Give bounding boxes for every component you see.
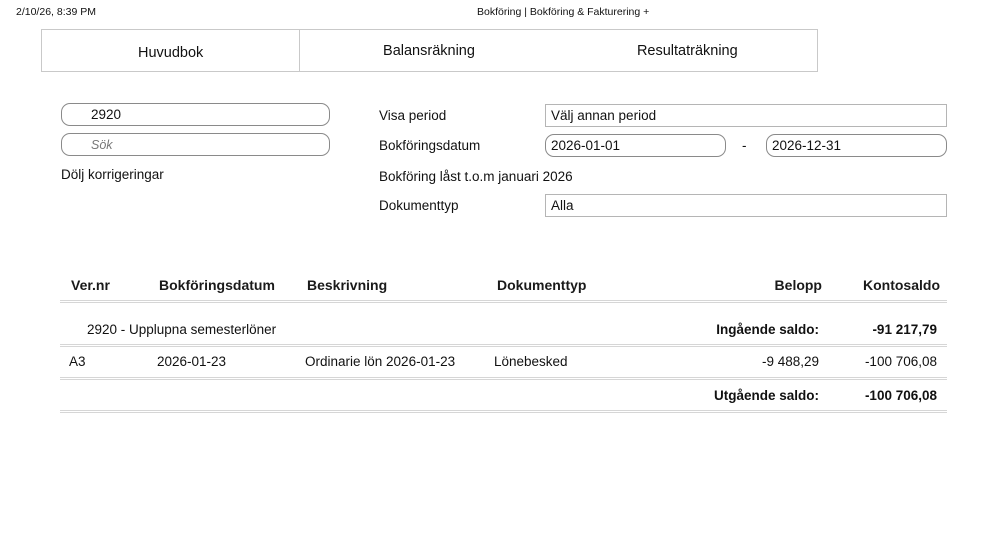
tab-huvudbok[interactable]: Huvudbok [42, 30, 300, 71]
opening-balance-value: -91 217,79 [872, 322, 937, 337]
date-to-input[interactable]: 2026-12-31 [766, 134, 947, 157]
row-doctype: Lönebesked [494, 354, 568, 369]
table-row[interactable] [60, 346, 947, 378]
row-description: Ordinarie lön 2026-01-23 [305, 354, 456, 369]
tab-balansrakning[interactable]: Balansräkning [383, 42, 475, 59]
print-datetime: 2/10/26, 8:39 PM [16, 6, 96, 18]
print-title: Bokföring | Bokföring & Fakturering + [477, 6, 650, 18]
col-header-amount: Belopp [774, 277, 822, 293]
hide-corrections-toggle[interactable]: Dölj korrigeringar [61, 167, 164, 182]
header-divider [60, 300, 947, 303]
opening-balance-label: Ingående saldo: [716, 322, 819, 337]
closing-balance-label: Utgående saldo: [713, 388, 819, 403]
report-tabs [41, 29, 818, 72]
account-input[interactable]: 2920 [61, 103, 330, 126]
search-input[interactable]: Sök [61, 133, 330, 156]
doctype-select[interactable]: Alla [545, 194, 947, 217]
tab-resultatrakning[interactable]: Resultaträkning [636, 42, 738, 59]
date-separator: - [742, 138, 747, 153]
account-title: 2920 - Upplupna semesterlöner [87, 322, 277, 337]
locked-notice: Bokföring låst t.o.m januari 2026 [379, 169, 573, 184]
row-balance: -100 706,08 [864, 354, 937, 369]
period-select[interactable]: Välj annan period [545, 104, 947, 127]
row-vernr: A3 [69, 354, 86, 369]
row-amount: -9 488,29 [761, 354, 819, 369]
col-header-balance: Kontosaldo [863, 277, 940, 293]
table-bottom-divider [60, 410, 947, 413]
col-header-desc: Beskrivning [307, 277, 388, 293]
row-date: 2026-01-23 [157, 354, 227, 369]
col-header-doctype: Dokumenttyp [497, 277, 587, 293]
date-label: Bokföringsdatum [379, 138, 481, 153]
col-header-date: Bokföringsdatum [159, 277, 275, 293]
col-header-vernr: Ver.nr [71, 277, 110, 293]
period-label: Visa period [379, 108, 447, 123]
closing-balance-value: -100 706,08 [864, 388, 937, 403]
row-divider [60, 377, 947, 380]
doctype-label: Dokumenttyp [379, 198, 459, 213]
date-from-input[interactable]: 2026-01-01 [545, 134, 726, 157]
